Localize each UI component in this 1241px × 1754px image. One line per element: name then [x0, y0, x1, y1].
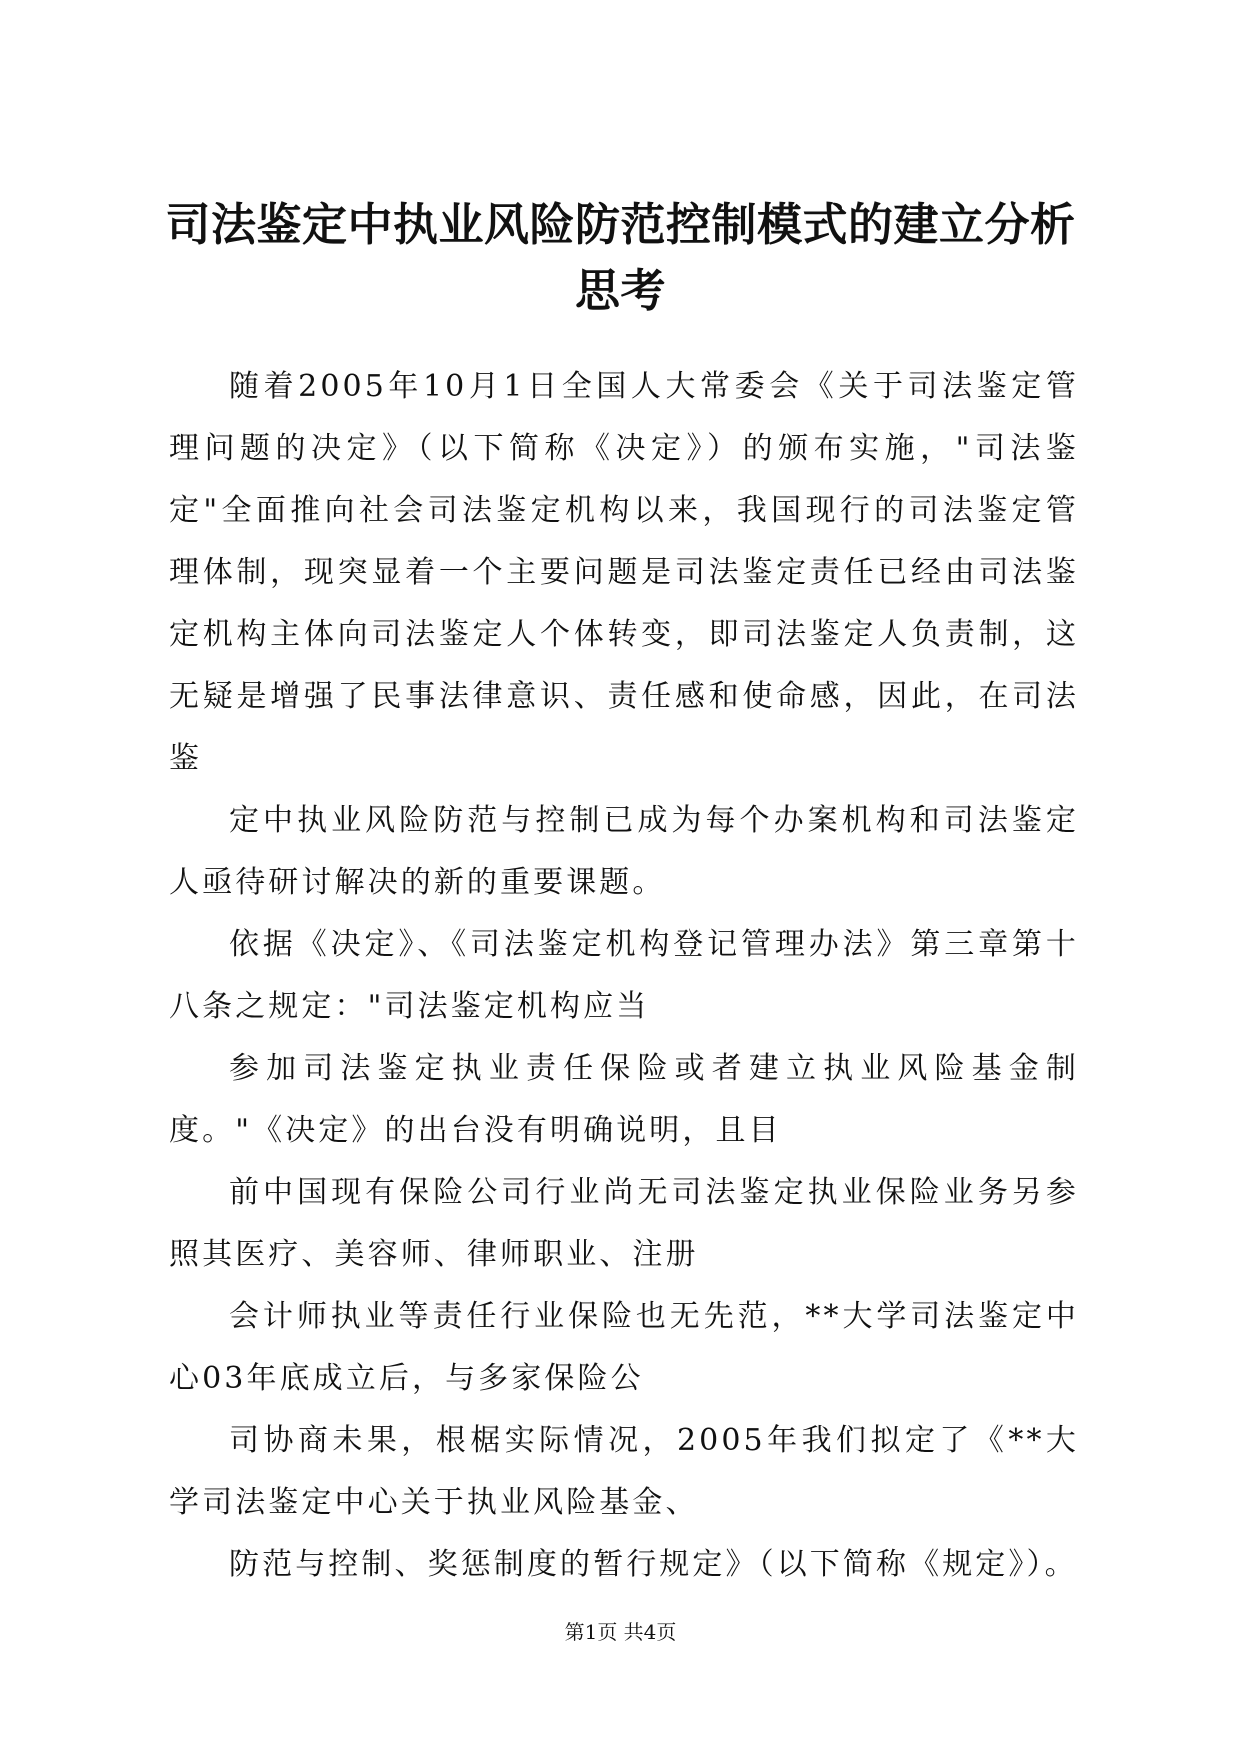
total-pages: 4 [643, 1620, 657, 1644]
paragraph: 防范与控制、奖惩制度的暂行规定》（以下简称《规定》）。 [229, 1547, 1078, 1582]
paragraph: 司协商未果，根椐实际情况，2005年我们拟定了《**大学司法鉴定中心关于执业风险基金、 [169, 1423, 1079, 1520]
paragraph: 定中执业风险防范与控制已成为每个办案机构和司法鉴定人亟待研讨解决的新的重要课题。 [169, 803, 1079, 900]
paragraph: 前中国现有保险公司行业尚无司法鉴定执业保险业务另参照其医疗、美容师、律师职业、注册 [169, 1175, 1079, 1272]
page-number: 1 [584, 1620, 598, 1644]
page-label: 页 [597, 1620, 618, 1644]
paragraph: 会计师执业等责任行业保险也无先范，**大学司法鉴定中心03年底成立后，与多家保险公 [169, 1299, 1079, 1396]
total-prefix: 共 [623, 1620, 644, 1644]
page-footer [0, 1618, 1241, 1646]
document-body [169, 356, 1079, 1596]
paragraph: 随着2005年10月1日全国人大常委会《关于司法鉴定管理问题的决定》（以下简称《决定》）的颁布实施，"司法鉴定"全面推向社会司法鉴定机构以来，我国现行的司法鉴定管理体制，现突显着一个主要问题是司法鉴定责任已经由司法鉴定机构主体向司法鉴定人个体转变，即司法鉴定人负责制，这无疑是增强了民事法律意识、责任感和使命感，因此，在司法鉴 [169, 369, 1079, 776]
page-prefix: 第 [564, 1620, 585, 1644]
document-title: 司法鉴定中执业风险防范控制模式的建立分析思考 [165, 198, 1076, 317]
paragraph: 依据《决定》、《司法鉴定机构登记管理办法》第三章第十八条之规定："司法鉴定机构应当 [169, 927, 1079, 1024]
paragraph: 参加司法鉴定执业责任保险或者建立执业风险基金制度。"《决定》的出台没有明确说明，且目 [169, 1051, 1079, 1148]
total-label: 页 [656, 1620, 677, 1644]
